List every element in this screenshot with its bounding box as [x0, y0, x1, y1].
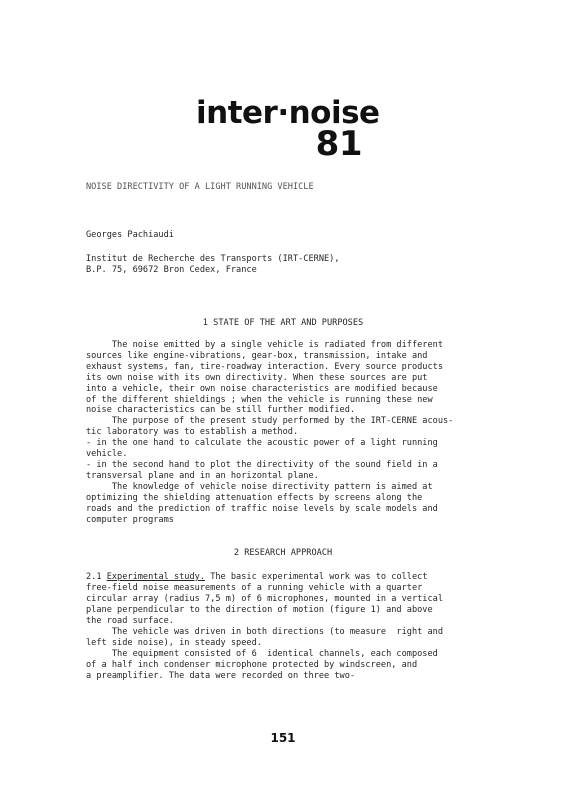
body-line: vehicle.: [86, 449, 128, 459]
body-line: optimizing the shielding attenuation effects by screens along the: [86, 493, 423, 503]
body-line: The knowledge of vehicle noise directivity pattern is aimed at: [86, 482, 433, 492]
body-line: free-field noise measurements of a running vehicle with a quarter: [86, 583, 423, 593]
affiliation-line: B.P. 75, 69672 Bron Cedex, France: [86, 265, 257, 275]
body-text: The basic experimental work was to collect: [205, 572, 428, 582]
body-line: noise characteristics can be still further modified.: [86, 405, 356, 415]
page-number: 151: [270, 731, 296, 745]
body-line: exhaust systems, fan, tire-roadway interaction. Every source products: [86, 362, 443, 372]
section-heading: 1 STATE OF THE ART AND PURPOSES: [202, 318, 364, 328]
body-line: its own noise with its own directivity. When these sources are put: [86, 373, 428, 383]
logo-wordmark: inter·noise: [196, 95, 380, 131]
section-heading: 2 RESEARCH APPROACH: [233, 548, 333, 558]
body-line: sources like engine-vibrations, gear-box, transmission, intake and: [86, 351, 428, 361]
body-line: circular array (radius 7,5 m) of 6 microphones, mounted in a vertical: [86, 594, 443, 604]
subsection-title: Experimental study.: [106, 572, 206, 582]
affiliation-line: Institut de Recherche des Transports (IRT-CERNE),: [86, 254, 340, 264]
body-line: computer programs: [86, 515, 174, 525]
conference-logo: [196, 95, 380, 164]
paper-title: NOISE DIRECTIVITY OF A LIGHT RUNNING VEHICLE: [86, 182, 314, 192]
body-line: The equipment consisted of 6 identical channels, each composed: [86, 649, 438, 659]
body-line: of the different shieldings ; when the vehicle is running these new: [86, 395, 433, 405]
body-line: The noise emitted by a single vehicle is radiated from different: [86, 340, 443, 350]
body-line: a preamplifier. The data were recorded on three two-: [86, 671, 356, 681]
body-line: left side noise), in steady speed.: [86, 638, 262, 648]
body-line: - in the second hand to plot the directivity of the sound field in a: [86, 460, 438, 470]
body-line: the road surface.: [86, 616, 174, 626]
body-line: roads and the prediction of traffic noise levels by scale models and: [86, 504, 438, 514]
body-line: The purpose of the present study performed by the IRT-CERNE acous-: [86, 416, 454, 426]
logo-year: 81: [315, 124, 362, 164]
body-line: plane perpendicular to the direction of motion (figure 1) and above: [86, 605, 433, 615]
subsection-number: 2.1: [86, 572, 107, 582]
body-line: - in the one hand to calculate the acoustic power of a light running: [86, 438, 438, 448]
body-line: of a half inch condenser microphone protected by windscreen, and: [86, 660, 418, 670]
subsection-first-line: [86, 572, 428, 583]
body-line: tic laboratory was to establish a method.: [86, 427, 299, 437]
body-line: transversal plane and in an horizontal plane.: [86, 471, 319, 481]
author-name: Georges Pachiaudi: [86, 230, 174, 240]
body-line: into a vehicle, their own noise characteristics are modified because: [86, 384, 438, 394]
body-line: The vehicle was driven in both directions (to measure right and: [86, 627, 443, 637]
